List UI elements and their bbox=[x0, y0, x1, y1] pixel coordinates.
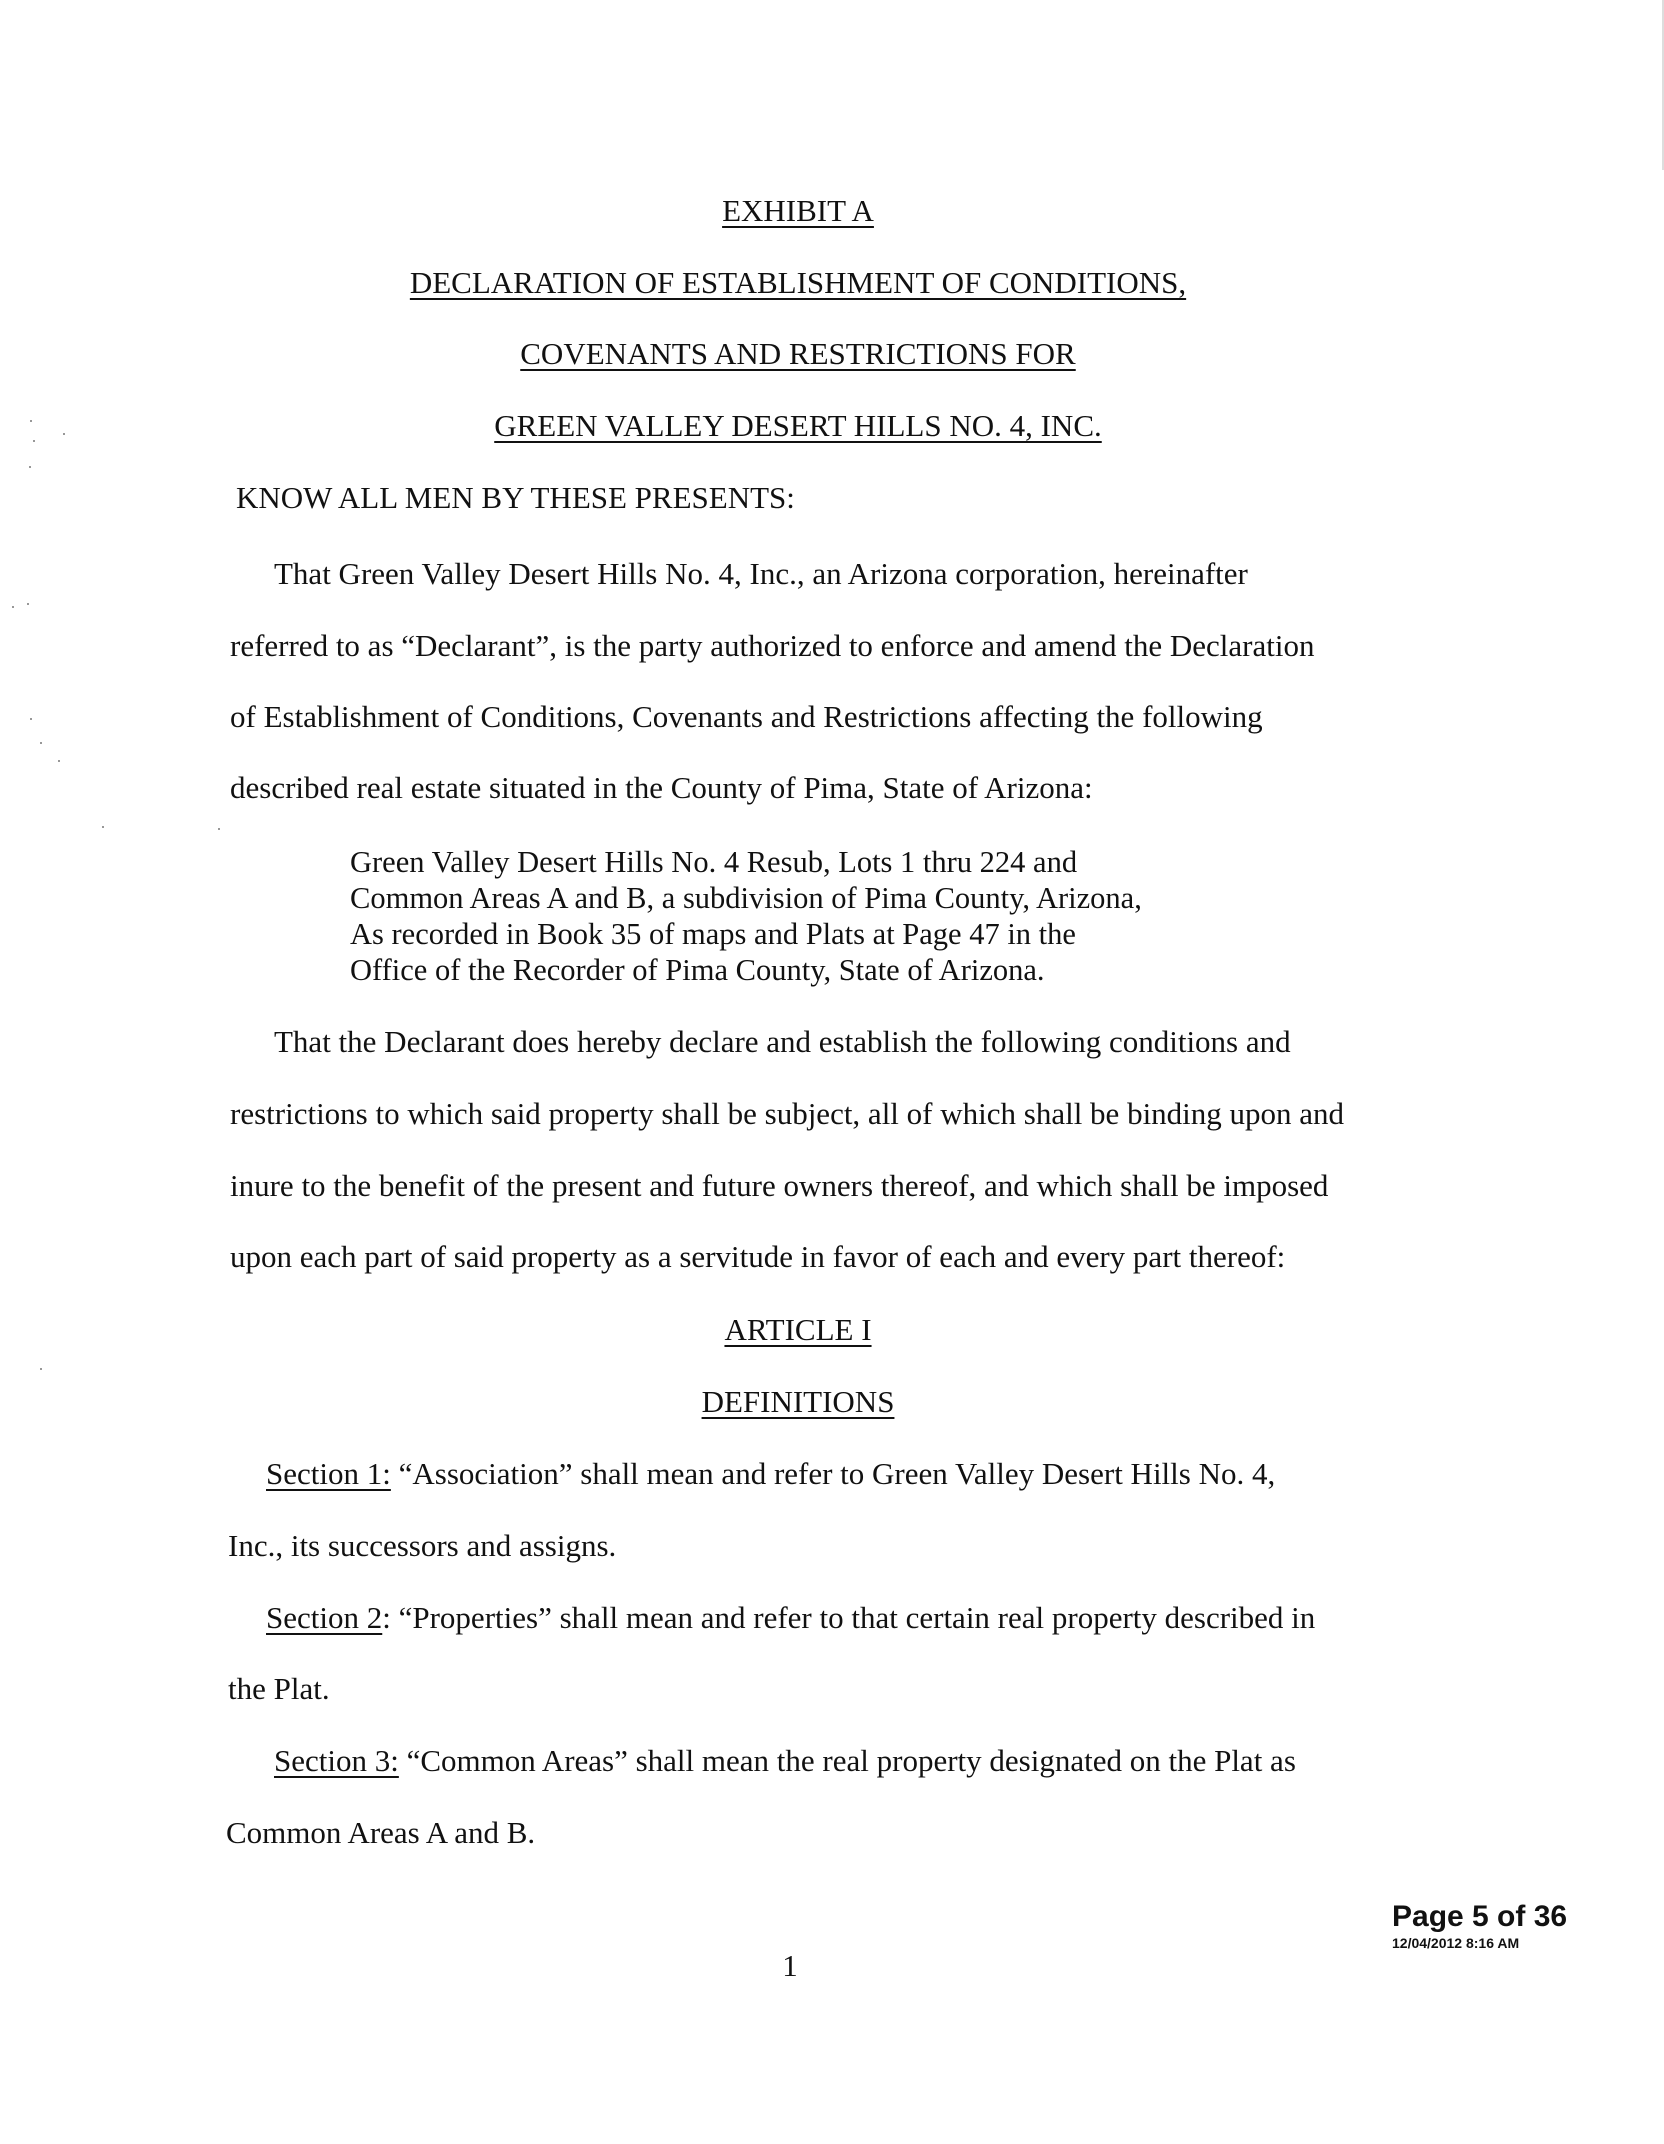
article-title: ARTICLE I bbox=[724, 1312, 872, 1347]
recorder-page-stamp: Page 5 of 36 bbox=[1392, 1900, 1568, 1933]
article-subtitle: DEFINITIONS bbox=[701, 1384, 895, 1419]
section-1-line-2: Inc., its successors and assigns. bbox=[228, 1528, 617, 1563]
scan-speck bbox=[12, 606, 14, 608]
section-2-line-2: the Plat. bbox=[228, 1671, 330, 1706]
recorder-date-stamp: 12/04/2012 8:16 AM bbox=[1392, 1935, 1520, 1951]
scan-speck bbox=[58, 760, 60, 762]
legal-description-line: Green Valley Desert Hills No. 4 Resub, Lots 1 thru 224 and bbox=[350, 845, 1078, 879]
paragraph-1-line: That Green Valley Desert Hills No. 4, Inc., an Arizona corporation, hereinafter bbox=[274, 556, 1248, 591]
legal-description-line: Common Areas A and B, a subdivision of Pima County, Arizona, bbox=[350, 881, 1142, 915]
scan-speck bbox=[40, 1368, 42, 1370]
legal-description-line: Office of the Recorder of Pima County, State of Arizona. bbox=[350, 953, 1045, 987]
paragraph-2-line: upon each part of said property as a servitude in favor of each and every part thereof: bbox=[230, 1239, 1286, 1274]
section-3-line-2: Common Areas A and B. bbox=[226, 1815, 536, 1850]
scan-speck bbox=[40, 742, 42, 744]
intro-line: KNOW ALL MEN BY THESE PRESENTS: bbox=[236, 480, 795, 515]
section-3-line-1 bbox=[274, 1745, 1296, 1776]
section-3-label: Section 3: bbox=[274, 1743, 399, 1778]
section-3-text: “Common Areas” shall mean the real property designated on the Plat as bbox=[398, 1743, 1296, 1778]
section-2-label: Section 2 bbox=[266, 1600, 383, 1635]
paragraph-2-line: inure to the benefit of the present and future owners thereof, and which shall be imposed bbox=[230, 1168, 1329, 1203]
section-1-line-1 bbox=[266, 1458, 1275, 1489]
exhibit-heading: EXHIBIT A bbox=[722, 193, 874, 228]
legal-description bbox=[350, 844, 1142, 988]
section-2-line-1 bbox=[266, 1602, 1315, 1633]
paragraph-2-line: That the Declarant does hereby declare and establish the following conditions and bbox=[274, 1024, 1291, 1059]
scan-speck bbox=[27, 603, 29, 605]
section-1-label: Section 1: bbox=[266, 1456, 391, 1491]
page-number: 1 bbox=[782, 1948, 798, 1983]
scan-speck bbox=[30, 718, 32, 720]
legal-description-line: As recorded in Book 35 of maps and Plats at Page 47 in the bbox=[350, 917, 1076, 951]
paragraph-1-line: described real estate situated in the County of Pima, State of Arizona: bbox=[230, 770, 1093, 805]
scan-speck bbox=[102, 826, 104, 828]
paragraph-1-line: referred to as “Declarant”, is the party authorized to enforce and amend the Declaration bbox=[230, 628, 1315, 663]
paragraph-1-line: of Establishment of Conditions, Covenants and Restrictions affecting the following bbox=[230, 699, 1263, 734]
declaration-heading-line-3: GREEN VALLEY DESERT HILLS NO. 4, INC. bbox=[494, 408, 1102, 443]
section-1-text: “Association” shall mean and refer to Green Valley Desert Hills No. 4, bbox=[390, 1456, 1276, 1491]
scan-speck bbox=[218, 828, 220, 830]
declaration-heading-line-1: DECLARATION OF ESTABLISHMENT OF CONDITIONS, bbox=[409, 265, 1187, 300]
section-2-text: : “Properties” shall mean and refer to that certain real property described in bbox=[382, 1600, 1316, 1635]
paragraph-2-line: restrictions to which said property shall be subject, all of which shall be binding upon and bbox=[230, 1096, 1345, 1131]
declaration-heading-line-2: COVENANTS AND RESTRICTIONS FOR bbox=[520, 336, 1076, 371]
scan-speck bbox=[29, 466, 31, 468]
